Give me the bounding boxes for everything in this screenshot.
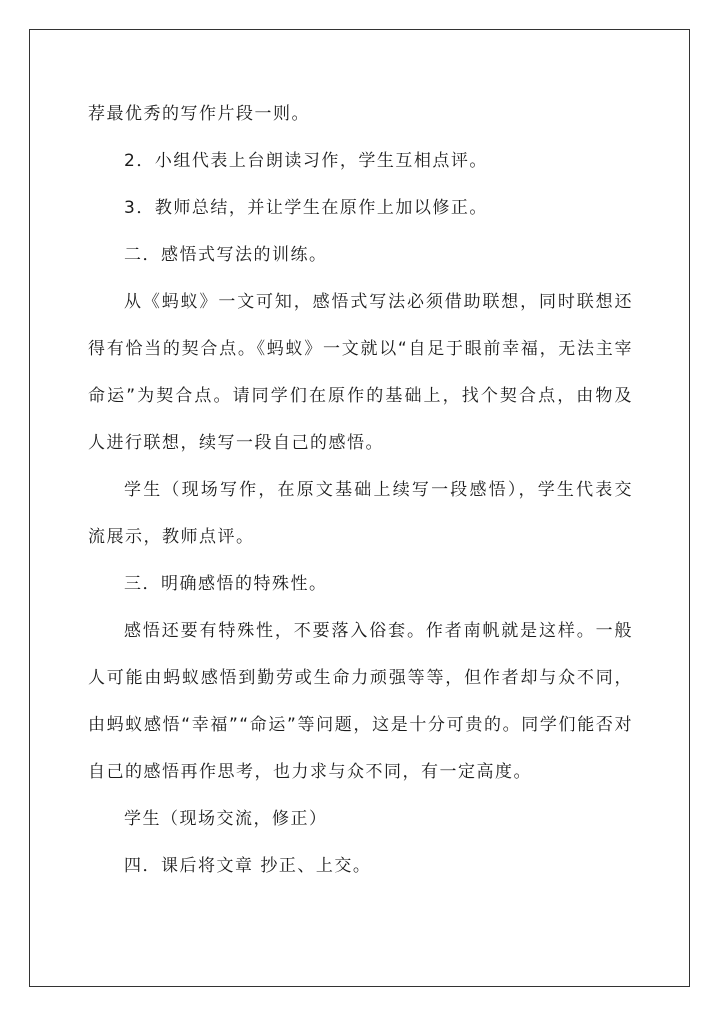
paragraph-ant-association: 从《蚂蚁》一文可知，感悟式写法必须借助联想，同时联想还得有恰当的契合点。《蚂蚁》一文就以“自足于眼前幸福，无法主宰命运”为契合点。请同学们在原作的基础上，找个契合点，由物及人进行联想，续写一段自己的感悟。 xyxy=(88,292,633,453)
paragraph-student-exchange: 学生（现场交流，修正） xyxy=(124,809,328,829)
paragraph-uniqueness: 感悟还要有特殊性，不要落入俗套。作者南帆就是这样。一般人可能由蚂蚁感悟到勤劳或生命力顽强等等，但作者却与众不同，由蚂蚁感悟“幸福”“命运”等问题，这是十分可贵的。同学们能否对自己的感悟再作思考，也力求与众不同，有一定高度。 xyxy=(88,621,633,782)
paragraph-continuation: 荐最优秀的写作片段一则。 xyxy=(88,104,310,124)
section-heading-3: 三．明确感悟的特殊性。 xyxy=(124,574,328,594)
section-heading-4: 四．课后将文章 抄正、上交。 xyxy=(124,856,372,876)
section-heading-2: 二．感悟式写法的训练。 xyxy=(124,245,328,265)
document-body xyxy=(88,91,633,890)
paragraph-step-2: 2．小组代表上台朗读习作，学生互相点评。 xyxy=(124,151,488,171)
paragraph-student-writing: 学生（现场写作，在原文基础上续写一段感悟），学生代表交流展示，教师点评。 xyxy=(88,480,633,547)
paragraph-step-3: 3．教师总结，并让学生在原作上加以修正。 xyxy=(124,198,488,218)
